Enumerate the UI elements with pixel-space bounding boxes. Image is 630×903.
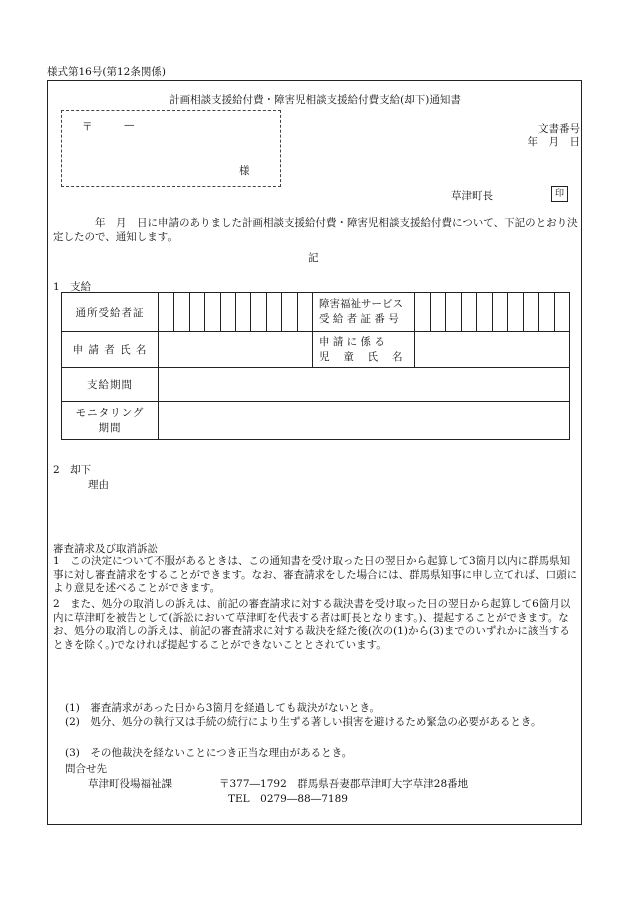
- appeal-subitem-1: (1) 審査請求があった日から3箇月を経過しても裁決がないとき。: [65, 702, 381, 714]
- child-name-label-line2: 児 童 氏 名: [319, 350, 403, 363]
- payment-period-label: 支給期間: [62, 368, 159, 402]
- form-number: 様式第16号(第12条関係): [47, 66, 166, 78]
- reason-label: 理由: [88, 479, 109, 491]
- contact-office: 草津町役場福祉課: [88, 778, 172, 790]
- service-cert-label: [313, 293, 415, 332]
- appeal-heading: 審査請求及び取消訴訟: [53, 543, 158, 555]
- monitoring-period-label: [62, 402, 159, 440]
- monitoring-label-line2: 期間: [98, 421, 122, 434]
- payment-period-value: [159, 368, 570, 402]
- table-row: [62, 332, 570, 368]
- contact-address: 〒377―1792 群馬県吾妻郡草津町大字草津28番地: [219, 778, 469, 790]
- document-title: 計画相談支援給付費・障害児相談支援給付費支給(却下)通知書: [169, 94, 461, 106]
- section-1-label: 1 支給: [53, 281, 92, 293]
- service-cert-label-line2: 受 給 者 証 番 号: [319, 313, 399, 325]
- table-row: [62, 368, 570, 402]
- contact-heading: 問合せ先: [65, 763, 107, 775]
- applicant-name-label: 申 請 者 氏 名: [62, 332, 159, 368]
- monitoring-label-line1: モニタリング: [75, 406, 145, 419]
- issuer: 草津町長: [451, 190, 493, 202]
- table-row: [62, 293, 570, 332]
- seal-stamp: 印: [551, 186, 568, 202]
- intro-paragraph: 年 月 日に申請のありました計画相談支援給付費・障害児相談支援給付費について、下記のとおり決定したので、通知します。: [53, 217, 578, 243]
- recipient-cert-boxes: [159, 293, 313, 332]
- ki-marker: 記: [308, 252, 319, 264]
- table-row: [62, 402, 570, 440]
- service-cert-label-line1: 障害福祉サービス: [319, 298, 403, 310]
- postal-mark: 〒: [82, 121, 93, 133]
- appeal-paragraph-1: 1 この決定について不服があるときは、この通知書を受け取った日の翌日から起算して3箇月以内に群馬県知事に対し審査請求をすることができます。なお、審査請求をした場合には、群馬県知事に申し立てれば、口頭により意見を述べることができます。: [53, 555, 578, 595]
- grant-table: [61, 292, 570, 440]
- child-name-label: [313, 332, 415, 368]
- honorific: 様: [239, 165, 250, 177]
- monitoring-period-value: [159, 402, 570, 440]
- child-name-value: [415, 332, 570, 368]
- service-cert-boxes: [415, 293, 570, 332]
- postal-dash: —: [124, 119, 135, 131]
- document-number-label: 文書番号: [538, 123, 580, 135]
- child-name-label-line1: 申 請 に 係 る: [319, 335, 385, 348]
- appeal-subitem-2: (2) 処分、処分の執行又は手続の続行により生ずる著しい損害を避けるため緊急の必要があるとき。: [65, 716, 542, 728]
- section-2-label: 2 却下: [53, 464, 92, 476]
- appeal-paragraph-2: 2 また、処分の取消しの訴えは、前記の審査請求に対する裁決書を受け取った日の翌日から起算して6箇月以内に草津町を被告として(訴訟において草津町を代表する者は町長となります。)、提起することができます。なお、処分の取消しの訴えは、前記の審査請求に対する裁決を経た後(次の(1)から(3)までのいずれかに該当するときを除く。)でなければ提起することができないこととされています。: [53, 598, 571, 651]
- contact-tel: TEL 0279―88―7189: [228, 793, 348, 805]
- recipient-cert-label: 通所受給者証: [62, 293, 159, 332]
- address-box: [61, 110, 281, 187]
- applicant-name-value: [159, 332, 313, 368]
- date-label: 年 月 日: [527, 136, 580, 148]
- appeal-subitem-3: (3) その他裁決を経ないことにつき正当な理由があるとき。: [65, 747, 353, 759]
